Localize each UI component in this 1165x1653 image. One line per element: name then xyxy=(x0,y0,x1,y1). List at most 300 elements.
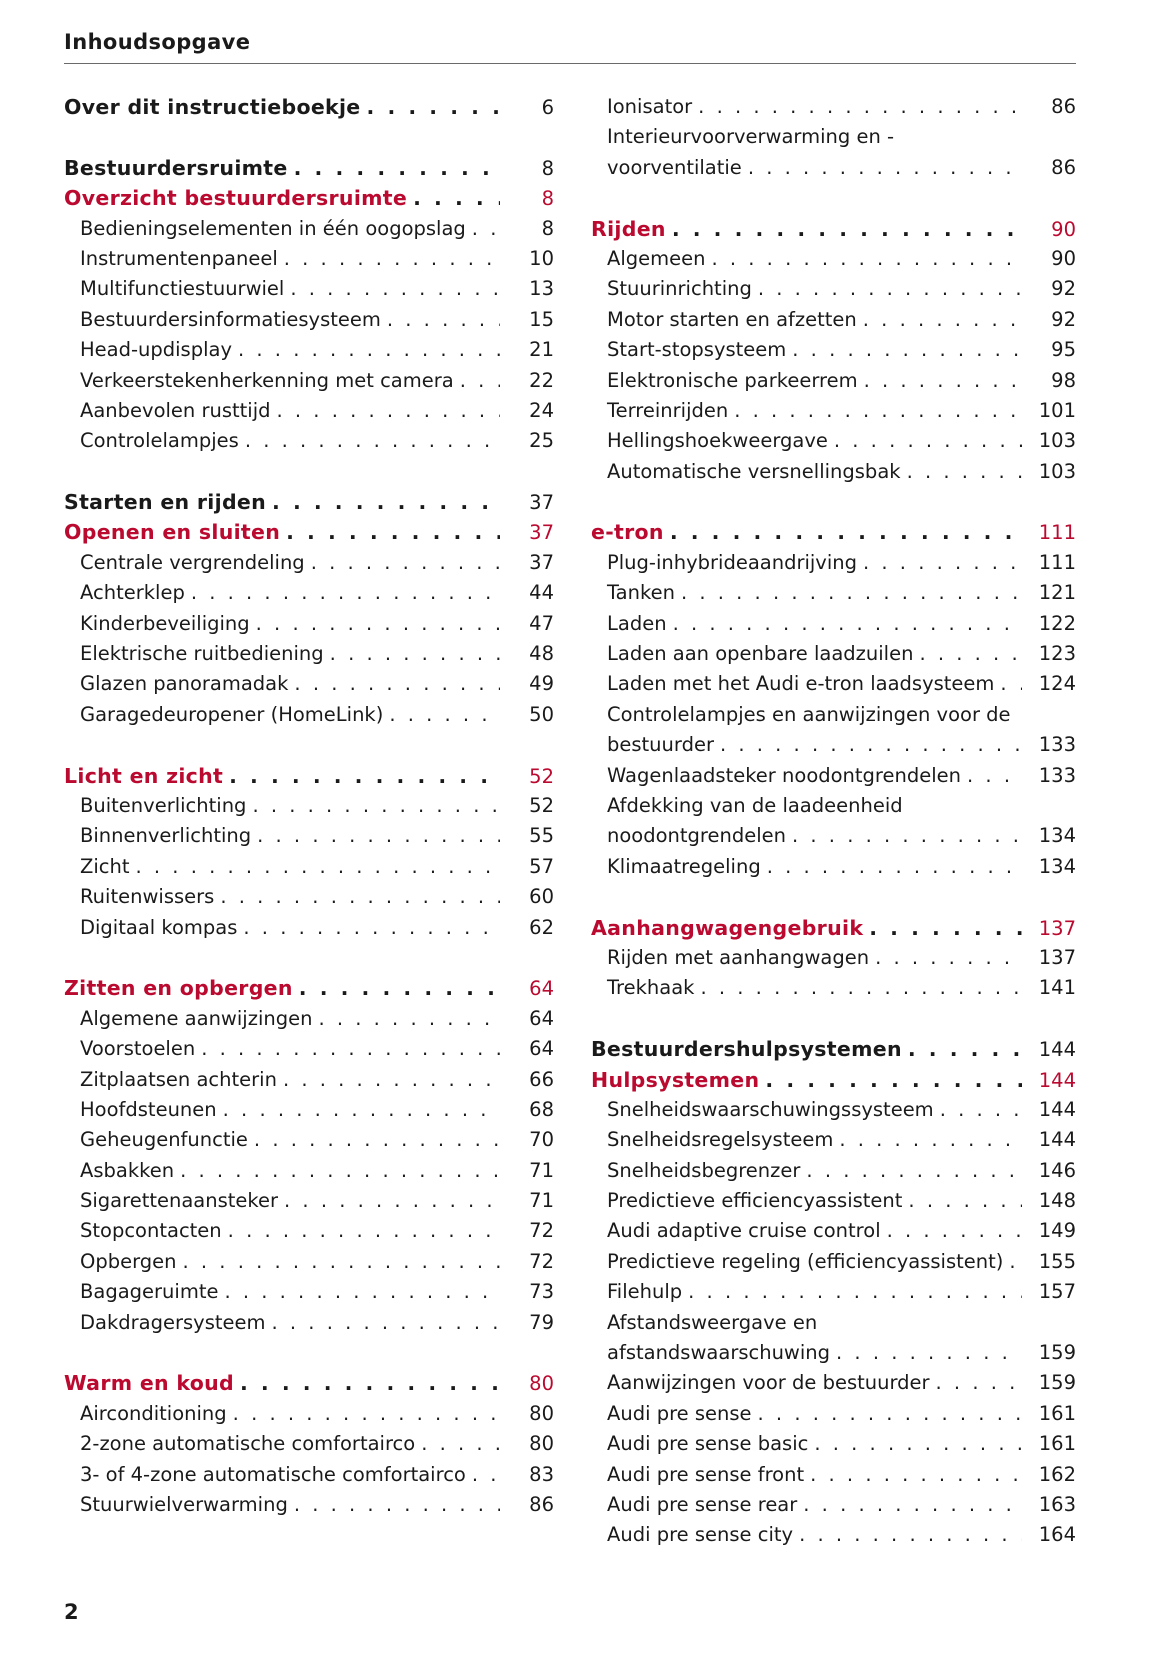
toc-leader-dots xyxy=(472,214,500,244)
toc-entry-title: Afdekking van de laadeenheid xyxy=(607,793,903,817)
toc-leader-dots xyxy=(758,274,1022,304)
toc-leader-dots xyxy=(233,1399,500,1429)
toc-entry-title: Algemene aanwijzingen xyxy=(80,1006,313,1030)
toc-entry-title: Dakdragersysteem xyxy=(80,1310,266,1334)
toc-entry-page: 155 xyxy=(1038,1249,1076,1273)
toc-entry-page: 141 xyxy=(1038,976,1076,1000)
toc-leader-dots xyxy=(284,1186,500,1216)
toc-entry-page: 64 xyxy=(529,977,554,1001)
toc-leader-dots xyxy=(907,457,1022,487)
toc-entry[interactable] xyxy=(591,1520,1076,1550)
toc-entry[interactable] xyxy=(64,153,554,183)
toc-left-column xyxy=(64,92,554,1520)
toc-entry[interactable] xyxy=(64,1216,554,1246)
toc-entry[interactable] xyxy=(591,1247,1076,1277)
toc-entry-title: Bagageruimte xyxy=(80,1280,219,1304)
toc-leader-dots xyxy=(814,1429,1022,1459)
toc-leader-dots xyxy=(311,548,500,578)
toc-entry-title: Stopcontacten xyxy=(80,1219,222,1243)
toc-entry[interactable] xyxy=(64,852,554,882)
toc-entry-title: Terreinrijden xyxy=(607,398,729,422)
toc-right-column xyxy=(591,92,1076,1551)
toc-entry[interactable] xyxy=(591,1490,1076,1520)
toc-entry-page: 161 xyxy=(1038,1432,1076,1456)
toc-entry-title: Achterklep xyxy=(80,581,185,605)
toc-entry-page: 73 xyxy=(529,1280,554,1304)
toc-entry[interactable] xyxy=(64,882,554,912)
toc-entry-page: 92 xyxy=(1051,307,1076,331)
toc-entry-title: Aanhangwagengebruik xyxy=(591,915,864,940)
toc-entry-page: 71 xyxy=(529,1158,554,1182)
toc-entry-title: Audi pre sense basic xyxy=(607,1432,809,1456)
toc-entry[interactable] xyxy=(64,517,554,547)
toc-entry[interactable] xyxy=(591,305,1076,335)
toc-entry-page: 72 xyxy=(529,1219,554,1243)
toc-entry-title: 3- of 4-zone automatische comfortairco xyxy=(80,1462,466,1486)
toc-entry-title: Stuurinrichting xyxy=(607,277,752,301)
toc-leader-dots xyxy=(180,1156,500,1186)
toc-leader-dots xyxy=(673,609,1022,639)
toc-entry-page: 86 xyxy=(1051,155,1076,179)
toc-entry-page: 80 xyxy=(529,1372,554,1396)
toc-leader-dots xyxy=(863,305,1022,335)
toc-entry-title: Stuurwielverwarming xyxy=(80,1492,288,1516)
toc-entry[interactable] xyxy=(591,335,1076,365)
toc-entry[interactable] xyxy=(64,1308,554,1338)
toc-entry-title: Aanbevolen rusttijd xyxy=(80,398,271,422)
toc-entry[interactable] xyxy=(64,305,554,335)
toc-entry-page: 37 xyxy=(529,491,554,515)
toc-entry-page: 80 xyxy=(529,1401,554,1425)
toc-entry-page: 79 xyxy=(529,1310,554,1334)
toc-leader-dots xyxy=(875,943,1022,973)
toc-leader-dots xyxy=(864,366,1022,396)
toc-entry-page: 83 xyxy=(529,1462,554,1486)
toc-entry-page: 161 xyxy=(1038,1401,1076,1425)
toc-leader-dots xyxy=(256,609,500,639)
toc-entry[interactable] xyxy=(64,973,554,1003)
toc-entry-page: 90 xyxy=(1051,217,1076,241)
toc-entry[interactable] xyxy=(591,214,1076,244)
toc-entry[interactable] xyxy=(64,1004,554,1034)
toc-entry-page: 48 xyxy=(529,642,554,666)
toc-entry-title: Sigarettenaansteker xyxy=(80,1189,279,1213)
toc-leader-dots xyxy=(252,791,500,821)
toc-leader-dots xyxy=(254,1125,500,1155)
toc-entry[interactable] xyxy=(591,791,1076,821)
toc-entry-title: Klimaatregeling xyxy=(607,854,761,878)
toc-entry[interactable] xyxy=(64,1490,554,1520)
toc-leader-dots xyxy=(367,92,500,122)
toc-entry-title: afstandswaarschuwing xyxy=(607,1341,831,1365)
toc-leader-dots xyxy=(887,1216,1022,1246)
toc-entry-page: 50 xyxy=(529,702,554,726)
toc-leader-dots xyxy=(389,700,500,730)
toc-entry-title: Snelheidswaarschuwingssysteem xyxy=(607,1097,934,1121)
toc-entry[interactable] xyxy=(591,669,1076,699)
toc-entry-title: Over dit instructieboekje xyxy=(64,95,361,119)
toc-leader-dots xyxy=(670,517,1022,547)
toc-entry-title: Centrale vergrendeling xyxy=(80,550,305,574)
toc-entry-title: Plug-inhybrideaandrijving xyxy=(607,550,857,574)
toc-leader-dots xyxy=(223,1095,500,1125)
toc-entry-page: 144 xyxy=(1038,1038,1076,1062)
toc-entry-page: 60 xyxy=(529,885,554,909)
toc-entry-title: e-tron xyxy=(591,520,664,545)
toc-leader-dots xyxy=(294,1490,500,1520)
toc-entry[interactable] xyxy=(64,396,554,426)
toc-entry-title: Openen en sluiten xyxy=(64,520,281,545)
toc-entry[interactable] xyxy=(591,1399,1076,1429)
toc-entry[interactable] xyxy=(64,1065,554,1095)
toc-entry-title: Bestuurdersruimte xyxy=(64,155,288,180)
toc-entry[interactable] xyxy=(591,1034,1076,1064)
toc-entry[interactable] xyxy=(64,548,554,578)
toc-entry-title: Tanken xyxy=(607,581,675,605)
toc-entry[interactable] xyxy=(64,1125,554,1155)
toc-entry-title: Garagedeuropener (HomeLink) xyxy=(80,702,384,726)
toc-leader-dots xyxy=(834,426,1022,456)
toc-leader-dots xyxy=(803,1490,1022,1520)
toc-leader-dots xyxy=(245,426,500,456)
toc-leader-dots xyxy=(792,821,1022,851)
toc-entry-title: Asbakken xyxy=(80,1158,175,1182)
toc-entry-title: Warm en koud xyxy=(64,1371,234,1396)
toc-entry[interactable] xyxy=(64,700,554,730)
toc-entry-page: 64 xyxy=(529,1037,554,1061)
toc-entry-title: Zicht xyxy=(80,854,130,878)
toc-entry-page: 37 xyxy=(529,550,554,574)
toc-entry[interactable] xyxy=(64,1429,554,1459)
toc-entry-page: 64 xyxy=(529,1006,554,1030)
toc-entry-page: 10 xyxy=(529,246,554,270)
toc-leader-dots xyxy=(421,1429,500,1459)
toc-entry[interactable] xyxy=(591,578,1076,608)
toc-entry-title: Controlelampjes en aanwijzingen voor de xyxy=(607,702,1011,726)
toc-entry-title: Bestuurdersinformatiesysteem xyxy=(80,307,381,331)
toc-entry-page: 134 xyxy=(1038,824,1076,848)
toc-entry-page: 15 xyxy=(529,307,554,331)
toc-entry-title: 2-zone automatische comfortairco xyxy=(80,1432,416,1456)
toc-entry-page: 163 xyxy=(1038,1492,1076,1516)
toc-entry[interactable] xyxy=(591,700,1076,730)
toc-entry[interactable] xyxy=(591,153,1076,183)
toc-entry-title: Kinderbeveiliging xyxy=(80,611,250,635)
toc-leader-dots xyxy=(672,214,1022,244)
toc-entry-title: Algemeen xyxy=(607,246,706,270)
toc-leader-dots xyxy=(688,1277,1022,1307)
toc-entry-title: noodontgrendelen xyxy=(607,824,787,848)
toc-leader-dots xyxy=(294,669,500,699)
toc-entry[interactable] xyxy=(591,1216,1076,1246)
toc-leader-dots xyxy=(806,1156,1022,1186)
toc-entry[interactable] xyxy=(591,1308,1076,1338)
toc-entry[interactable] xyxy=(591,92,1076,122)
toc-entry[interactable] xyxy=(591,122,1076,152)
toc-entry-title: Rijden met aanhangwagen xyxy=(607,945,870,969)
toc-entry[interactable] xyxy=(64,761,554,791)
toc-entry-page: 133 xyxy=(1038,763,1076,787)
toc-entry-page: 133 xyxy=(1038,733,1076,757)
toc-leader-dots xyxy=(290,274,500,304)
toc-entry[interactable] xyxy=(64,214,554,244)
toc-entry-title: Audi pre sense city xyxy=(607,1523,794,1547)
toc-entry-title: Predictieve regeling (efficiencyassistent) xyxy=(607,1249,1004,1273)
toc-entry-page: 57 xyxy=(529,854,554,878)
toc-leader-dots xyxy=(240,1368,500,1398)
toc-entry-page: 144 xyxy=(1038,1097,1076,1121)
toc-entry-title: Automatische versnellingsbak xyxy=(607,459,901,483)
toc-entry[interactable] xyxy=(591,1429,1076,1459)
toc-entry-title: Ruitenwissers xyxy=(80,885,215,909)
toc-leader-dots xyxy=(700,973,1022,1003)
toc-entry[interactable] xyxy=(64,244,554,274)
toc-entry-page: 47 xyxy=(529,611,554,635)
toc-leader-dots xyxy=(201,1034,500,1064)
toc-entry[interactable] xyxy=(64,821,554,851)
toc-entry[interactable] xyxy=(591,943,1076,973)
toc-entry-title: Aanwijzingen voor de bestuurder xyxy=(607,1371,930,1395)
toc-entry[interactable] xyxy=(591,426,1076,456)
toc-leader-dots xyxy=(257,821,500,851)
toc-leader-dots xyxy=(286,517,500,547)
toc-leader-dots xyxy=(272,1308,501,1338)
toc-entry[interactable] xyxy=(64,1034,554,1064)
toc-entry[interactable] xyxy=(64,609,554,639)
toc-entry[interactable] xyxy=(64,913,554,943)
toc-leader-dots xyxy=(228,1216,500,1246)
toc-entry[interactable] xyxy=(64,1368,554,1398)
toc-entry-page: 164 xyxy=(1038,1523,1076,1547)
toc-entry-title: Starten en rijden xyxy=(64,490,267,515)
toc-entry-title: Digitaal kompas xyxy=(80,915,238,939)
toc-entry[interactable] xyxy=(64,335,554,365)
toc-entry-page: 72 xyxy=(529,1249,554,1273)
toc-entry[interactable] xyxy=(64,92,554,122)
toc-leader-dots xyxy=(299,973,500,1003)
toc-leader-dots xyxy=(238,335,500,365)
toc-leader-dots xyxy=(748,153,1022,183)
toc-leader-dots xyxy=(1009,1247,1022,1277)
toc-entry-title: Interieurvoorverwarming en - xyxy=(607,125,895,149)
toc-entry[interactable] xyxy=(591,609,1076,639)
toc-entry-title: Opbergen xyxy=(80,1249,177,1273)
toc-entry-title: Airconditioning xyxy=(80,1401,227,1425)
toc-entry-title: Hellingshoekweergave xyxy=(607,429,828,453)
toc-entry[interactable] xyxy=(591,730,1076,760)
toc-entry-title: Hoofdsteunen xyxy=(80,1097,217,1121)
toc-entry-page: 144 xyxy=(1038,1128,1076,1152)
toc-leader-dots xyxy=(940,1095,1022,1125)
toc-entry-title: Instrumentenpaneel xyxy=(80,246,278,270)
toc-entry-page: 37 xyxy=(529,521,554,545)
toc-entry-page: 159 xyxy=(1038,1341,1076,1365)
toc-entry[interactable] xyxy=(64,1247,554,1277)
toc-entry-page: 92 xyxy=(1051,277,1076,301)
toc-entry[interactable] xyxy=(591,457,1076,487)
toc-entry[interactable] xyxy=(591,639,1076,669)
toc-entry-title: Zitplaatsen achterin xyxy=(80,1067,277,1091)
toc-entry-page: 157 xyxy=(1038,1280,1076,1304)
toc-entry-page: 70 xyxy=(529,1128,554,1152)
toc-entry[interactable] xyxy=(591,1095,1076,1125)
toc-leader-dots xyxy=(908,1034,1022,1064)
toc-leader-dots xyxy=(277,396,500,426)
toc-entry[interactable] xyxy=(591,1368,1076,1398)
toc-leader-dots xyxy=(936,1368,1022,1398)
toc-leader-dots xyxy=(229,761,500,791)
toc-entry-title: Start-stopsysteem xyxy=(607,338,787,362)
toc-entry-title: Zitten en opbergen xyxy=(64,976,293,1001)
toc-entry-page: 6 xyxy=(541,96,554,119)
toc-entry-page: 124 xyxy=(1038,672,1076,696)
toc-leader-dots xyxy=(220,882,500,912)
toc-leader-dots xyxy=(472,1460,500,1490)
toc-leader-dots xyxy=(919,639,1022,669)
toc-entry[interactable] xyxy=(64,1399,554,1429)
toc-entry[interactable] xyxy=(591,548,1076,578)
toc-entry-page: 121 xyxy=(1038,581,1076,605)
toc-entry-page: 21 xyxy=(529,338,554,362)
toc-leader-dots xyxy=(810,1460,1022,1490)
toc-entry[interactable] xyxy=(64,274,554,304)
toc-entry[interactable] xyxy=(591,517,1076,547)
toc-entry[interactable] xyxy=(591,274,1076,304)
toc-entry-page: 98 xyxy=(1051,368,1076,392)
toc-entry-page: 8 xyxy=(541,187,554,211)
toc-entry-title: Audi pre sense rear xyxy=(607,1492,798,1516)
toc-leader-dots xyxy=(413,183,500,213)
toc-entry-page: 52 xyxy=(529,793,554,817)
toc-entry[interactable] xyxy=(591,1277,1076,1307)
toc-leader-dots xyxy=(765,1065,1022,1095)
toc-leader-dots xyxy=(720,730,1022,760)
toc-entry-title: Trekhaak xyxy=(607,976,695,1000)
toc-leader-dots xyxy=(387,305,500,335)
toc-entry-title: voorventilatie xyxy=(607,155,742,179)
toc-leader-dots xyxy=(758,1399,1022,1429)
toc-entry-title: Multifunctiestuurwiel xyxy=(80,277,285,301)
toc-entry-title: Laden met het Audi e-tron laadsysteem xyxy=(607,672,995,696)
toc-entry[interactable] xyxy=(64,426,554,456)
toc-entry-page: 146 xyxy=(1038,1158,1076,1182)
toc-entry-page: 55 xyxy=(529,824,554,848)
toc-entry-title: Overzicht bestuurdersruimte xyxy=(64,186,408,211)
toc-entry-title: Hulpsystemen xyxy=(591,1067,760,1092)
toc-entry-page: 49 xyxy=(529,672,554,696)
toc-entry[interactable] xyxy=(64,487,554,517)
toc-entry[interactable] xyxy=(64,669,554,699)
toc-entry[interactable] xyxy=(591,1186,1076,1216)
toc-entry-page: 111 xyxy=(1038,521,1076,545)
toc-entry[interactable] xyxy=(64,366,554,396)
toc-leader-dots xyxy=(191,578,500,608)
toc-leader-dots xyxy=(863,548,1022,578)
toc-entry-title: Predictieve efficiencyassistent xyxy=(607,1189,903,1213)
toc-leader-dots xyxy=(294,153,500,183)
toc-entry[interactable] xyxy=(591,821,1076,851)
toc-entry-page: 101 xyxy=(1038,398,1076,422)
toc-leader-dots xyxy=(792,335,1022,365)
toc-entry-page: 62 xyxy=(529,915,554,939)
toc-entry-page: 122 xyxy=(1038,611,1076,635)
toc-entry-page: 86 xyxy=(1051,95,1076,118)
toc-entry-title: Wagenlaadsteker noodontgrendelen xyxy=(607,763,962,787)
toc-entry[interactable] xyxy=(591,1338,1076,1368)
toc-leader-dots xyxy=(967,761,1022,791)
toc-entry[interactable] xyxy=(591,1125,1076,1155)
toc-entry-page: 134 xyxy=(1038,854,1076,878)
toc-entry-page: 68 xyxy=(529,1097,554,1121)
toc-entry[interactable] xyxy=(64,183,554,213)
toc-entry[interactable] xyxy=(64,1156,554,1186)
toc-entry-page: 148 xyxy=(1038,1189,1076,1213)
toc-leader-dots xyxy=(272,487,500,517)
toc-entry[interactable] xyxy=(591,852,1076,882)
toc-entry-page: 44 xyxy=(529,581,554,605)
toc-entry[interactable] xyxy=(64,791,554,821)
toc-entry-page: 137 xyxy=(1038,916,1076,940)
toc-entry-title: Rijden xyxy=(591,216,666,241)
toc-entry-page: 86 xyxy=(529,1492,554,1516)
toc-entry[interactable] xyxy=(64,1277,554,1307)
toc-entry-title: Geheugenfunctie xyxy=(80,1128,248,1152)
header-title: Inhoudsopgave xyxy=(64,30,251,54)
toc-entry[interactable] xyxy=(64,1460,554,1490)
page-number: 2 xyxy=(64,1600,79,1624)
page-header xyxy=(64,30,1076,64)
toc-entry[interactable] xyxy=(591,913,1076,943)
toc-entry[interactable] xyxy=(591,1065,1076,1095)
toc-entry[interactable] xyxy=(591,1460,1076,1490)
toc-leader-dots xyxy=(183,1247,500,1277)
toc-entry-title: Buitenverlichting xyxy=(80,793,247,817)
toc-leader-dots xyxy=(799,1520,1022,1550)
toc-entry-title: Voorstoelen xyxy=(80,1037,196,1061)
toc-entry[interactable] xyxy=(64,1186,554,1216)
toc-entry-page: 159 xyxy=(1038,1371,1076,1395)
toc-entry[interactable] xyxy=(591,366,1076,396)
toc-entry[interactable] xyxy=(591,396,1076,426)
toc-entry-page: 8 xyxy=(541,216,554,240)
toc-entry-page: 13 xyxy=(529,277,554,301)
toc-leader-dots xyxy=(839,1125,1022,1155)
toc-leader-dots xyxy=(284,244,500,274)
toc-entry-page: 90 xyxy=(1051,246,1076,270)
toc-entry-page: 162 xyxy=(1038,1462,1076,1486)
toc-entry-title: Motor starten en afzetten xyxy=(607,307,857,331)
toc-leader-dots xyxy=(711,244,1022,274)
toc-entry-page: 111 xyxy=(1038,550,1076,574)
toc-entry-title: Glazen panoramadak xyxy=(80,672,289,696)
toc-entry-page: 24 xyxy=(529,398,554,422)
toc-entry-title: Audi pre sense front xyxy=(607,1462,805,1486)
toc-entry[interactable] xyxy=(591,1156,1076,1186)
toc-entry[interactable] xyxy=(64,639,554,669)
toc-leader-dots xyxy=(243,913,500,943)
toc-entry[interactable] xyxy=(64,578,554,608)
toc-entry[interactable] xyxy=(591,761,1076,791)
toc-entry-title: Afstandsweergave en xyxy=(607,1310,818,1334)
toc-leader-dots xyxy=(1000,669,1022,699)
toc-entry-title: Laden xyxy=(607,611,667,635)
toc-entry[interactable] xyxy=(591,244,1076,274)
toc-entry-title: Elektrische ruitbediening xyxy=(80,642,324,666)
toc-leader-dots xyxy=(136,852,500,882)
toc-entry-page: 144 xyxy=(1038,1068,1076,1092)
toc-entry[interactable] xyxy=(591,973,1076,1003)
toc-entry[interactable] xyxy=(64,1095,554,1125)
